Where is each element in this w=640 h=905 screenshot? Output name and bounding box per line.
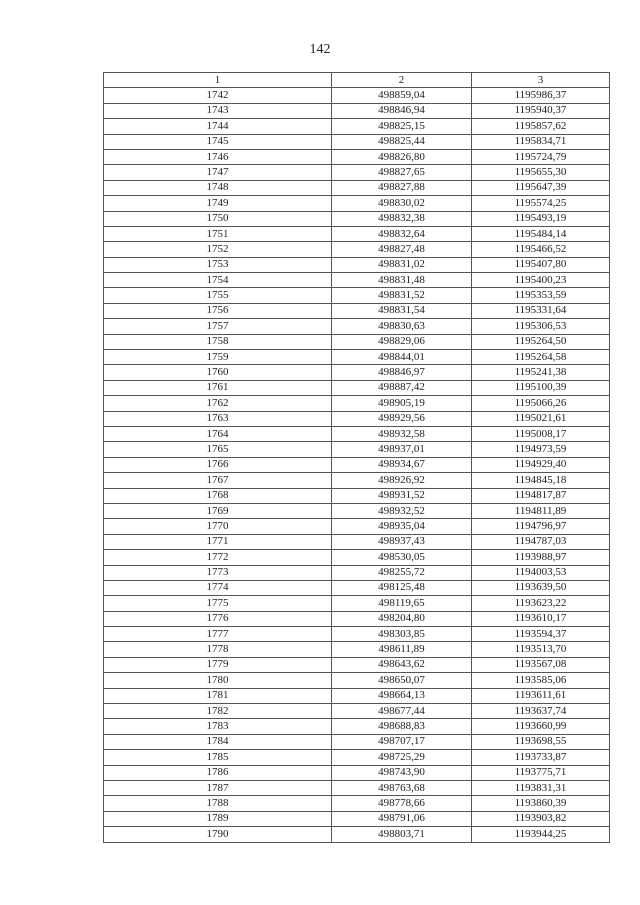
cell-y-coordinate: 1193660,99 <box>472 719 610 734</box>
cell-y-coordinate: 1195466,52 <box>472 242 610 257</box>
header-col-y-coordinate: 3 <box>472 73 610 88</box>
cell-y-coordinate: 1193944,25 <box>472 827 610 842</box>
table-row <box>104 211 610 226</box>
cell-y-coordinate: 1195574,25 <box>472 196 610 211</box>
table-row <box>104 734 610 749</box>
cell-point-number: 1750 <box>104 211 332 226</box>
cell-y-coordinate: 1195400,23 <box>472 273 610 288</box>
cell-y-coordinate: 1195484,14 <box>472 226 610 241</box>
cell-y-coordinate: 1194796,97 <box>472 519 610 534</box>
cell-y-coordinate: 1193567,08 <box>472 657 610 672</box>
table-row <box>104 688 610 703</box>
cell-x-coordinate: 498743,90 <box>332 765 472 780</box>
cell-y-coordinate: 1193698,55 <box>472 734 610 749</box>
cell-y-coordinate: 1193733,87 <box>472 750 610 765</box>
cell-point-number: 1745 <box>104 134 332 149</box>
cell-x-coordinate: 498725,29 <box>332 750 472 765</box>
cell-point-number: 1772 <box>104 550 332 565</box>
cell-point-number: 1756 <box>104 303 332 318</box>
cell-x-coordinate: 498611,89 <box>332 642 472 657</box>
cell-point-number: 1775 <box>104 596 332 611</box>
table-row <box>104 780 610 795</box>
cell-point-number: 1744 <box>104 119 332 134</box>
cell-point-number: 1752 <box>104 242 332 257</box>
cell-y-coordinate: 1193611,61 <box>472 688 610 703</box>
cell-point-number: 1770 <box>104 519 332 534</box>
cell-point-number: 1766 <box>104 457 332 472</box>
table-row <box>104 550 610 565</box>
cell-y-coordinate: 1195264,50 <box>472 334 610 349</box>
cell-x-coordinate: 498825,44 <box>332 134 472 149</box>
cell-y-coordinate: 1193594,37 <box>472 627 610 642</box>
cell-y-coordinate: 1193903,82 <box>472 811 610 826</box>
cell-y-coordinate: 1193988,97 <box>472 550 610 565</box>
cell-x-coordinate: 498859,04 <box>332 88 472 103</box>
cell-x-coordinate: 498707,17 <box>332 734 472 749</box>
cell-y-coordinate: 1194817,87 <box>472 488 610 503</box>
cell-point-number: 1765 <box>104 442 332 457</box>
table-row <box>104 704 610 719</box>
table-row <box>104 442 610 457</box>
table-row <box>104 319 610 334</box>
table-header <box>104 73 610 88</box>
cell-x-coordinate: 498846,94 <box>332 103 472 118</box>
cell-point-number: 1761 <box>104 380 332 395</box>
cell-y-coordinate: 1195493,19 <box>472 211 610 226</box>
cell-point-number: 1763 <box>104 411 332 426</box>
cell-x-coordinate: 498831,02 <box>332 257 472 272</box>
cell-y-coordinate: 1195857,62 <box>472 119 610 134</box>
cell-x-coordinate: 498791,06 <box>332 811 472 826</box>
cell-y-coordinate: 1194929,40 <box>472 457 610 472</box>
table-row <box>104 350 610 365</box>
cell-x-coordinate: 498832,64 <box>332 226 472 241</box>
cell-point-number: 1759 <box>104 350 332 365</box>
cell-x-coordinate: 498763,68 <box>332 780 472 795</box>
cell-point-number: 1782 <box>104 704 332 719</box>
cell-y-coordinate: 1193639,50 <box>472 580 610 595</box>
cell-y-coordinate: 1193860,39 <box>472 796 610 811</box>
cell-y-coordinate: 1195407,80 <box>472 257 610 272</box>
cell-x-coordinate: 498926,92 <box>332 473 472 488</box>
cell-point-number: 1776 <box>104 611 332 626</box>
cell-x-coordinate: 498937,43 <box>332 534 472 549</box>
cell-point-number: 1773 <box>104 565 332 580</box>
cell-y-coordinate: 1195008,17 <box>472 426 610 441</box>
cell-x-coordinate: 498937,01 <box>332 442 472 457</box>
table-row <box>104 103 610 118</box>
table-row <box>104 165 610 180</box>
cell-point-number: 1764 <box>104 426 332 441</box>
cell-point-number: 1785 <box>104 750 332 765</box>
table-row <box>104 503 610 518</box>
cell-point-number: 1769 <box>104 503 332 518</box>
cell-point-number: 1788 <box>104 796 332 811</box>
cell-x-coordinate: 498929,56 <box>332 411 472 426</box>
cell-point-number: 1754 <box>104 273 332 288</box>
table-row <box>104 565 610 580</box>
cell-y-coordinate: 1195834,71 <box>472 134 610 149</box>
cell-y-coordinate: 1195353,59 <box>472 288 610 303</box>
cell-x-coordinate: 498905,19 <box>332 396 472 411</box>
table-row <box>104 657 610 672</box>
cell-y-coordinate: 1195331,64 <box>472 303 610 318</box>
table-row <box>104 457 610 472</box>
table-row <box>104 473 610 488</box>
cell-point-number: 1780 <box>104 673 332 688</box>
cell-x-coordinate: 498931,52 <box>332 488 472 503</box>
table-row <box>104 534 610 549</box>
cell-point-number: 1751 <box>104 226 332 241</box>
cell-x-coordinate: 498932,58 <box>332 426 472 441</box>
cell-point-number: 1786 <box>104 765 332 780</box>
table-row <box>104 642 610 657</box>
header-col-x-coordinate: 2 <box>332 73 472 88</box>
cell-x-coordinate: 498255,72 <box>332 565 472 580</box>
table-row <box>104 750 610 765</box>
cell-x-coordinate: 498530,05 <box>332 550 472 565</box>
cell-x-coordinate: 498204,80 <box>332 611 472 626</box>
cell-x-coordinate: 498827,65 <box>332 165 472 180</box>
cell-y-coordinate: 1193623,22 <box>472 596 610 611</box>
table-row <box>104 303 610 318</box>
table-row <box>104 134 610 149</box>
table-row <box>104 257 610 272</box>
cell-y-coordinate: 1195264,58 <box>472 350 610 365</box>
table-row <box>104 765 610 780</box>
table-row <box>104 396 610 411</box>
cell-y-coordinate: 1194811,89 <box>472 503 610 518</box>
cell-point-number: 1790 <box>104 827 332 842</box>
cell-x-coordinate: 498831,54 <box>332 303 472 318</box>
cell-x-coordinate: 498934,67 <box>332 457 472 472</box>
cell-point-number: 1743 <box>104 103 332 118</box>
cell-x-coordinate: 498664,13 <box>332 688 472 703</box>
table-row <box>104 411 610 426</box>
cell-point-number: 1757 <box>104 319 332 334</box>
cell-x-coordinate: 498830,02 <box>332 196 472 211</box>
cell-x-coordinate: 498831,52 <box>332 288 472 303</box>
cell-y-coordinate: 1193831,31 <box>472 780 610 795</box>
cell-y-coordinate: 1195100,39 <box>472 380 610 395</box>
cell-point-number: 1781 <box>104 688 332 703</box>
table-row <box>104 519 610 534</box>
cell-point-number: 1771 <box>104 534 332 549</box>
cell-point-number: 1778 <box>104 642 332 657</box>
table-row <box>104 273 610 288</box>
cell-x-coordinate: 498643,62 <box>332 657 472 672</box>
table-row <box>104 580 610 595</box>
table-row <box>104 380 610 395</box>
cell-x-coordinate: 498932,52 <box>332 503 472 518</box>
table-row <box>104 596 610 611</box>
cell-x-coordinate: 498778,66 <box>332 796 472 811</box>
cell-x-coordinate: 498119,65 <box>332 596 472 611</box>
table-row <box>104 119 610 134</box>
table-row <box>104 149 610 164</box>
cell-x-coordinate: 498803,71 <box>332 827 472 842</box>
cell-point-number: 1753 <box>104 257 332 272</box>
table-row <box>104 611 610 626</box>
cell-y-coordinate: 1194973,59 <box>472 442 610 457</box>
cell-y-coordinate: 1195724,79 <box>472 149 610 164</box>
cell-point-number: 1760 <box>104 365 332 380</box>
cell-x-coordinate: 498887,42 <box>332 380 472 395</box>
table-row <box>104 288 610 303</box>
cell-point-number: 1774 <box>104 580 332 595</box>
cell-point-number: 1777 <box>104 627 332 642</box>
cell-point-number: 1784 <box>104 734 332 749</box>
cell-x-coordinate: 498826,80 <box>332 149 472 164</box>
cell-point-number: 1758 <box>104 334 332 349</box>
table-row <box>104 242 610 257</box>
cell-y-coordinate: 1195655,30 <box>472 165 610 180</box>
table-row <box>104 488 610 503</box>
cell-y-coordinate: 1193637,74 <box>472 704 610 719</box>
cell-point-number: 1755 <box>104 288 332 303</box>
table-row <box>104 719 610 734</box>
cell-x-coordinate: 498832,38 <box>332 211 472 226</box>
cell-y-coordinate: 1195021,61 <box>472 411 610 426</box>
cell-x-coordinate: 498829,06 <box>332 334 472 349</box>
cell-y-coordinate: 1193775,71 <box>472 765 610 780</box>
cell-x-coordinate: 498844,01 <box>332 350 472 365</box>
table-row <box>104 334 610 349</box>
cell-y-coordinate: 1195306,53 <box>472 319 610 334</box>
table-row <box>104 180 610 195</box>
cell-x-coordinate: 498825,15 <box>332 119 472 134</box>
coordinates-table <box>103 72 610 843</box>
table-row <box>104 627 610 642</box>
cell-y-coordinate: 1195241,38 <box>472 365 610 380</box>
table-row <box>104 88 610 103</box>
cell-y-coordinate: 1193513,70 <box>472 642 610 657</box>
cell-point-number: 1767 <box>104 473 332 488</box>
cell-y-coordinate: 1193585,06 <box>472 673 610 688</box>
cell-x-coordinate: 498303,85 <box>332 627 472 642</box>
cell-y-coordinate: 1194003,53 <box>472 565 610 580</box>
cell-y-coordinate: 1195940,37 <box>472 103 610 118</box>
header-row <box>104 73 610 88</box>
cell-point-number: 1748 <box>104 180 332 195</box>
cell-x-coordinate: 498846,97 <box>332 365 472 380</box>
cell-point-number: 1787 <box>104 780 332 795</box>
cell-x-coordinate: 498650,07 <box>332 673 472 688</box>
cell-x-coordinate: 498831,48 <box>332 273 472 288</box>
cell-x-coordinate: 498935,04 <box>332 519 472 534</box>
cell-point-number: 1779 <box>104 657 332 672</box>
cell-x-coordinate: 498827,48 <box>332 242 472 257</box>
cell-point-number: 1768 <box>104 488 332 503</box>
cell-point-number: 1783 <box>104 719 332 734</box>
table-row <box>104 365 610 380</box>
cell-y-coordinate: 1193610,17 <box>472 611 610 626</box>
cell-point-number: 1747 <box>104 165 332 180</box>
cell-x-coordinate: 498677,44 <box>332 704 472 719</box>
cell-point-number: 1749 <box>104 196 332 211</box>
cell-point-number: 1762 <box>104 396 332 411</box>
table-row <box>104 811 610 826</box>
table-row <box>104 196 610 211</box>
table-body <box>104 88 610 842</box>
table-row <box>104 426 610 441</box>
cell-y-coordinate: 1195986,37 <box>472 88 610 103</box>
header-col-point-number: 1 <box>104 73 332 88</box>
cell-x-coordinate: 498688,83 <box>332 719 472 734</box>
table-row <box>104 226 610 241</box>
cell-x-coordinate: 498125,48 <box>332 580 472 595</box>
cell-x-coordinate: 498830,63 <box>332 319 472 334</box>
cell-point-number: 1789 <box>104 811 332 826</box>
cell-y-coordinate: 1195066,26 <box>472 396 610 411</box>
cell-point-number: 1742 <box>104 88 332 103</box>
table-row <box>104 673 610 688</box>
cell-x-coordinate: 498827,88 <box>332 180 472 195</box>
table-row <box>104 796 610 811</box>
cell-y-coordinate: 1194787,03 <box>472 534 610 549</box>
page-number: 142 <box>309 42 331 57</box>
cell-y-coordinate: 1194845,18 <box>472 473 610 488</box>
table-row <box>104 827 610 842</box>
cell-point-number: 1746 <box>104 149 332 164</box>
cell-y-coordinate: 1195647,39 <box>472 180 610 195</box>
